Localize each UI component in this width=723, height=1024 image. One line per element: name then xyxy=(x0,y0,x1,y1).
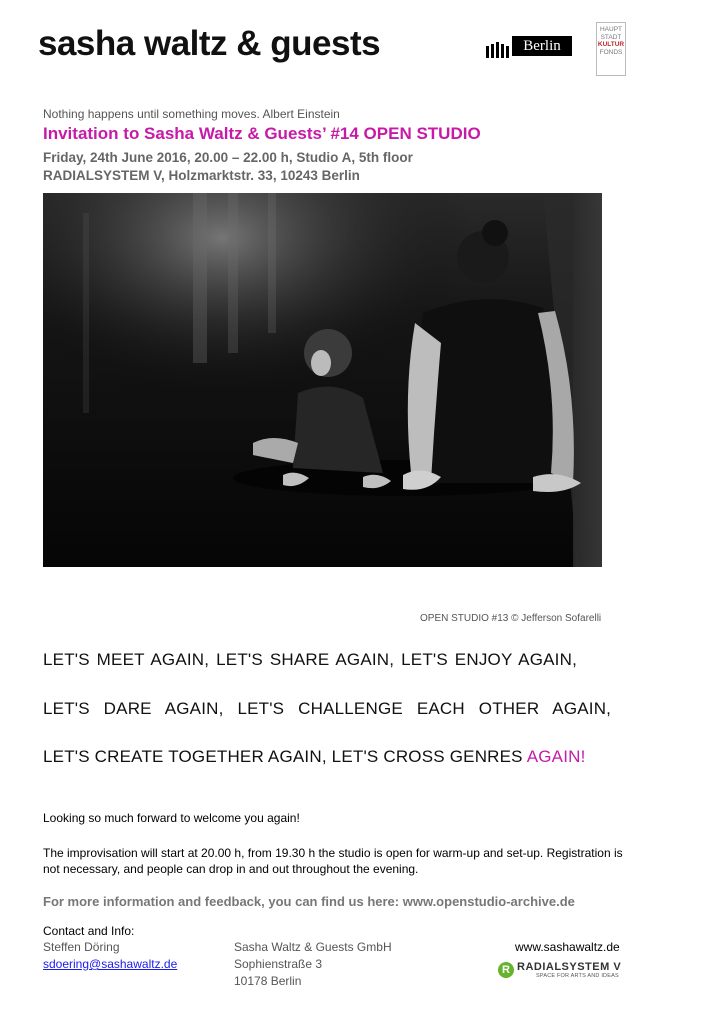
dancers-photo-illustration xyxy=(43,193,602,567)
event-date-time: Friday, 24th June 2016, 20.00 – 22.00 h, Studio A, 5th floor xyxy=(43,150,413,165)
motto-line-1: LET'S MEET AGAIN, LET'S SHARE AGAIN, LET'S ENJOY AGAIN, xyxy=(43,650,577,669)
motto-line-3-text: LET'S CREATE TOGETHER AGAIN, LET'S CROSS GENRES xyxy=(43,747,527,766)
berlin-logo-text: Berlin xyxy=(512,36,572,56)
radialsystem-tagline: SPACE FOR ARTS AND IDEAS xyxy=(536,973,619,979)
fonds-logo-line: KULTUR xyxy=(597,41,625,48)
contact-heading: Contact and Info: xyxy=(43,924,135,938)
radialsystem-badge-icon: R xyxy=(498,962,514,978)
company-city: 10178 Berlin xyxy=(234,974,302,988)
contact-name: Steffen Döring xyxy=(43,940,120,954)
radialsystem-name: RADIALSYSTEM V xyxy=(517,961,622,973)
photo-credit: OPEN STUDIO #13 © Jefferson Sofarelli xyxy=(420,613,602,624)
motto-highlight: AGAIN! xyxy=(526,747,586,766)
radialsystem-logo xyxy=(498,960,624,982)
website-link[interactable]: www.sashawaltz.de xyxy=(515,940,620,954)
fonds-logo-line: FONDS xyxy=(599,48,623,56)
einstein-quote: Nothing happens until something moves. Albert Einstein xyxy=(43,107,340,121)
schedule-paragraph: The improvisation will start at 20.00 h, from 19.30 h the studio is open for warm-up and set-up. Registration is not necessary, and people can drop in and out throughout the evening. xyxy=(43,846,623,876)
contact-email-link[interactable]: sdoering@sashawaltz.de xyxy=(43,957,178,971)
motto-line-3 xyxy=(43,747,586,767)
invitation-title: Invitation to Sasha Waltz & Guests’ #14 OPEN STUDIO xyxy=(43,124,481,143)
sasha-waltz-logo: sasha waltz & guests xyxy=(38,24,381,63)
more-info-line: For more information and feedback, you can find us here: www.openstudio-archive.de xyxy=(43,894,575,909)
open-studio-photo xyxy=(43,193,602,567)
company-name: Sasha Waltz & Guests GmbH xyxy=(234,940,392,954)
motto-line-2: LET'S DARE AGAIN, LET'S CHALLENGE EACH OTHER AGAIN, xyxy=(43,699,612,718)
welcome-paragraph: Looking so much forward to welcome you again! xyxy=(43,811,300,825)
berlin-logo xyxy=(486,34,574,60)
fonds-logo-line: STADT xyxy=(600,33,622,41)
fonds-logo-line: HAUPT xyxy=(599,26,623,33)
company-street: Sophienstraße 3 xyxy=(234,957,323,971)
hauptstadt-kulturfonds-logo xyxy=(596,22,626,76)
event-address: RADIALSYSTEM V, Holzmarktstr. 33, 10243 Berlin xyxy=(43,168,360,183)
brandenburg-gate-icon xyxy=(486,40,510,58)
